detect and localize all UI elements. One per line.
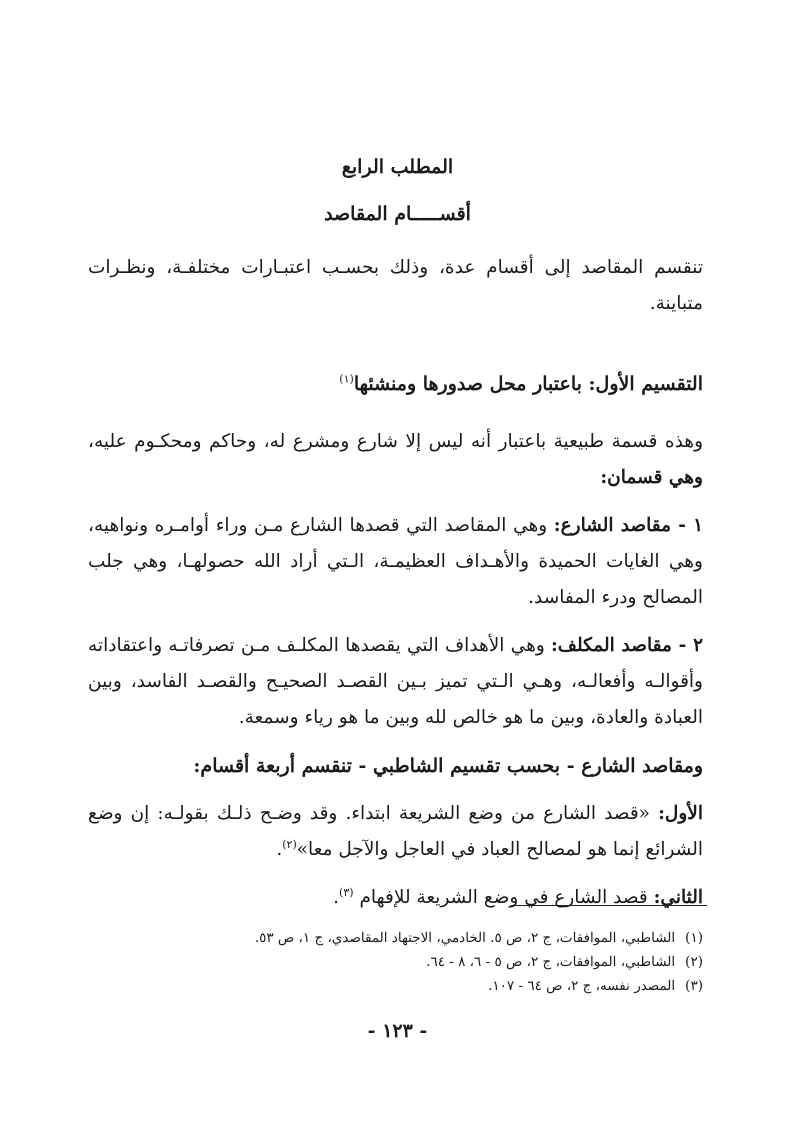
section-intro-paragraph	[88, 424, 703, 496]
footnote-number: (٣)	[685, 978, 703, 994]
page-number: - ١٢٣ -	[367, 1020, 428, 1042]
intro-paragraph	[88, 250, 703, 322]
item-1-text: وهي المقاصد التي قصدها الشارع مـن وراء أوامـره ونواهيه، وهي الغايات الحميدة والأهـداف العظيمـة، الـتي أراد الله حصولهـا، وهي جلب المصالح ودرء المفاسد.	[88, 515, 703, 608]
footnote-divider	[511, 905, 707, 906]
first-paragraph	[88, 796, 703, 868]
first-lead: الأول:	[658, 803, 703, 824]
footnote-ref-1: (١)	[339, 372, 354, 386]
item-2-lead: ٢ - مقاصد المكلف:	[550, 635, 703, 656]
first-text: «قصد الشارع من وضع الشريعة ابتداء. وقد وضـح ذلـك بقولـه: إن وضع الشرائع إنما هو لمصالح العباد في العاجل والآجل معا»	[88, 803, 703, 860]
section-heading-text: التقسيم الأول: باعتبار محل صدورها ومنشئها	[353, 373, 703, 395]
footnote-2	[88, 950, 703, 974]
item-2-paragraph	[88, 628, 703, 736]
item-2-text: وهي الأهداف التي يقصدها المكلـف مـن تصرفاتـه واعتقاداته وأقوالـه وأفعالـه، وهـي الـتي تميز بـين القصـد الصحيـح والقصـد الفاسد، وبين العبادة والعادة، وبين ما هو خالص لله وبين ما هو رياء وسمعة.	[88, 635, 703, 728]
shatibi-heading: ومقاصد الشارع - بحسب تقسيم الشاطبي - تنقسم أربعة أقسام:	[193, 755, 703, 777]
chapter-subtitle: أقســـــام المقاصد	[324, 203, 471, 225]
footnote-ref-2: (٢)	[282, 837, 297, 851]
second-tail: .	[333, 887, 340, 908]
footnote-text: الشاطبي، الموافقات، ج ٢، ص ٥ - ٦، ٨ - ٦٤.	[426, 954, 676, 970]
footnote-number: (١)	[685, 930, 703, 946]
body-text	[88, 250, 703, 928]
section-intro-text: وهذه قسمة طبيعية باعتبار أنه ليس إلا شارع ومشرع له، وحاكم ومحكـوم عليه،	[88, 431, 703, 452]
item-1-paragraph	[88, 508, 703, 616]
footnote-number: (٢)	[685, 954, 703, 970]
footnote-1	[88, 926, 703, 950]
footnote-text: المصدر نفسه، ج ٢، ص ٦٤ - ١٠٧.	[488, 978, 676, 994]
first-tail: .	[276, 839, 283, 860]
footnote-ref-3: (٣)	[339, 885, 354, 899]
footnote-3	[88, 974, 703, 998]
second-paragraph	[88, 880, 703, 916]
section-heading	[88, 366, 703, 402]
footnotes	[88, 926, 703, 998]
footnote-text: الشاطبي، الموافقات، ج ٢، ص ٥. الخادمي، الاجتهاد المقاصدي، ج ١، ص ٥٣.	[254, 930, 676, 946]
chapter-title: المطلب الرابع	[341, 156, 454, 178]
second-lead: الثاني:	[653, 887, 703, 908]
intro-text: تنقسم المقاصد إلى أقسام عدة، وذلك بحسـب اعتبـارات مختلفـة، ونظـرات متباينة.	[88, 257, 703, 314]
second-text: قصد الشارع في وضع الشريعة للإفهام	[353, 887, 654, 908]
item-1-lead: ١ - مقاصد الشارع:	[553, 515, 703, 536]
section-intro-bold: وهي قسمان:	[600, 467, 703, 488]
